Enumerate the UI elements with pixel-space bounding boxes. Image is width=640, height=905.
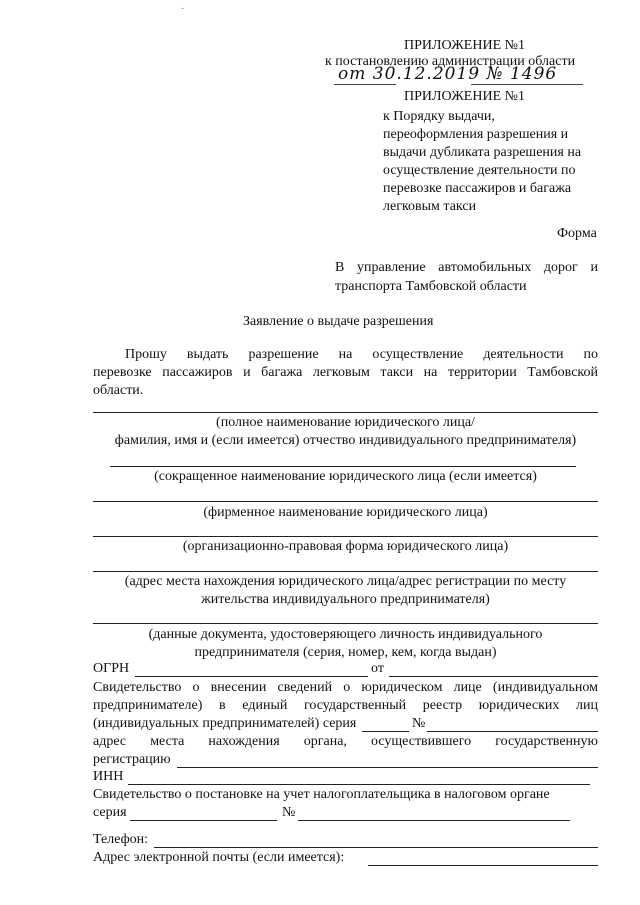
inn-label: ИНН bbox=[93, 769, 124, 784]
registration-authority-line[interactable] bbox=[177, 767, 598, 768]
ogrn-label: ОГРН bbox=[93, 661, 130, 676]
number-underline bbox=[471, 84, 583, 85]
id-document-caption-2: предпринимателя (серия, номер, кем, когда выдан) bbox=[194, 645, 497, 660]
top-mark: · bbox=[181, 4, 185, 15]
address-caption-1: (адрес места нахождения юридического лица/адрес регистрации по месту bbox=[124, 574, 567, 589]
id-document-caption-1: (данные документа, удостоверяющего личность индивидуального bbox=[148, 627, 543, 642]
full-name-line[interactable] bbox=[93, 412, 598, 413]
annex-2-line: перевозке пассажиров и багажа bbox=[383, 181, 572, 196]
annex-subtitle: к постановлению администрации области bbox=[325, 54, 576, 69]
annex-2-text bbox=[383, 108, 581, 216]
tax-number-label: № bbox=[282, 805, 296, 820]
intro-line-1: Прошу выдать разрешение на осуществление деятельности по bbox=[125, 347, 598, 362]
registry-line-4: адрес места нахождения органа, осуществившего государственную bbox=[93, 734, 598, 749]
address-caption-2: жительства индивидуального предпринимателя) bbox=[201, 592, 490, 607]
legal-form-line[interactable] bbox=[93, 536, 598, 537]
inn-input-line[interactable] bbox=[128, 784, 590, 785]
ogrn-from-label: от bbox=[371, 661, 384, 676]
registry-line-3-series: (индивидуальных предпринимателей) серия bbox=[93, 716, 357, 731]
tax-line-1: Свидетельство о постановке на учет налогоплательщика в налоговом органе bbox=[93, 787, 550, 802]
registry-line-2: предпринимателе) в единый государственный реестр юридических лиц bbox=[93, 698, 598, 713]
document-title: Заявление о выдаче разрешения bbox=[243, 314, 434, 329]
full-name-caption-1: (полное наименование юридического лица/ bbox=[216, 415, 475, 430]
short-name-caption: (сокращенное наименование юридического лица (если имеется) bbox=[154, 469, 537, 484]
legal-form-caption: (организационно-правовая форма юридического лица) bbox=[182, 539, 509, 554]
phone-input-line[interactable] bbox=[154, 847, 598, 848]
registry-series-line[interactable] bbox=[362, 731, 409, 732]
ogrn-date-line[interactable] bbox=[389, 676, 598, 677]
address-line[interactable] bbox=[93, 571, 598, 572]
annex-2-line: переоформления разрешения и bbox=[383, 127, 569, 142]
intro-line-2: перевозке пассажиров и багажа легковым такси на территории Тамбовской bbox=[93, 365, 598, 380]
annex-2-line: легковым такси bbox=[383, 199, 477, 214]
intro-line-3: области. bbox=[93, 383, 144, 398]
form-label: Форма bbox=[557, 226, 597, 241]
registry-number-label: № bbox=[412, 716, 426, 731]
registry-line-5: регистрацию bbox=[93, 752, 171, 767]
brand-name-line[interactable] bbox=[93, 501, 598, 502]
annex-2-line: выдачи дубликата разрешения на bbox=[383, 145, 582, 160]
phone-label: Телефон: bbox=[93, 832, 149, 847]
annex-title: ПРИЛОЖЕНИЕ №1 bbox=[404, 38, 525, 53]
email-label: Адрес электронной почты (если имеется): bbox=[93, 850, 345, 865]
registry-number-line[interactable] bbox=[427, 731, 598, 732]
brand-name-caption: (фирменное наименование юридического лица) bbox=[203, 505, 488, 520]
date-underline bbox=[334, 84, 396, 85]
tax-number-line[interactable] bbox=[298, 820, 570, 821]
full-name-caption-2: фамилия, имя и (если имеется) отчество индивидуального предпринимателя) bbox=[114, 433, 577, 448]
annex-2-line: к Порядку выдачи, bbox=[383, 109, 495, 124]
registry-line-1: Свидетельство о внесении сведений о юридическом лице (индивидуальном bbox=[93, 680, 598, 695]
handwritten-date-number: от 30.12.2019 № 1496 bbox=[338, 64, 558, 84]
tax-series-line[interactable] bbox=[130, 820, 277, 821]
short-name-line[interactable] bbox=[110, 466, 576, 467]
addressee-line-1: В управление автомобильных дорог и bbox=[335, 260, 598, 275]
addressee-line-2: транспорта Тамбовской области bbox=[335, 279, 527, 294]
ogrn-input-line[interactable] bbox=[135, 676, 368, 677]
annex-2-line: осуществление деятельности по bbox=[383, 163, 576, 178]
email-input-line[interactable] bbox=[368, 865, 598, 866]
id-document-line[interactable] bbox=[93, 623, 598, 624]
annex-title-2: ПРИЛОЖЕНИЕ №1 bbox=[404, 89, 525, 104]
tax-series-label: серия bbox=[93, 805, 127, 820]
